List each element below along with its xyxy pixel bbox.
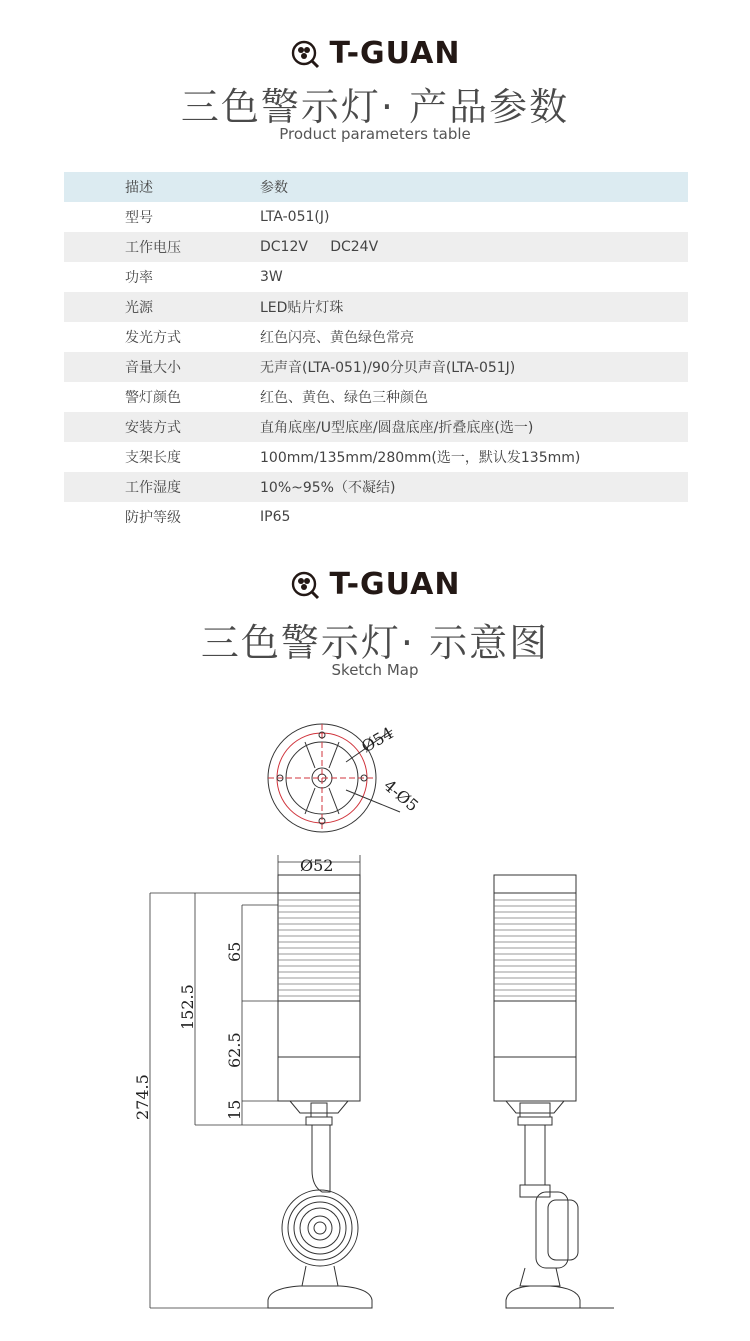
dim-top-diameter: Ø54 — [358, 723, 397, 757]
row-label: 光源 — [125, 300, 153, 316]
table-row — [64, 322, 688, 352]
row-value: 红色、黄色、绿色三种颜色 — [260, 390, 428, 406]
dim-width: Ø52 — [300, 856, 334, 875]
sketch-drawing — [0, 690, 750, 1341]
logo-icon — [290, 39, 320, 69]
brand-name: T-GUAN — [329, 36, 461, 71]
table-row — [64, 202, 688, 232]
table-row — [64, 472, 688, 502]
dim-274: 274.5 — [133, 1074, 152, 1120]
dim-holes: 4-Ø5 — [380, 775, 423, 816]
side-view — [494, 875, 614, 1308]
row-label: 警灯颜色 — [125, 390, 181, 406]
brand-header — [0, 36, 750, 71]
row-value: DC12V DC24V — [260, 239, 379, 255]
header-description: 描述 — [125, 180, 153, 196]
table-row — [64, 502, 688, 532]
row-label: 工作湿度 — [125, 480, 181, 496]
row-label: 支架长度 — [125, 450, 181, 466]
table-row — [64, 412, 688, 442]
row-value: 直角底座/U型底座/圆盘底座/折叠底座(选一) — [260, 420, 534, 436]
row-value: 3W — [260, 269, 283, 285]
row-value: LED贴片灯珠 — [260, 300, 344, 316]
dim-152: 152.5 — [178, 984, 197, 1030]
row-label: 音量大小 — [125, 360, 181, 376]
row-value: IP65 — [260, 509, 291, 525]
table-header — [64, 172, 688, 202]
table-row — [64, 292, 688, 322]
dimension-lines — [150, 855, 360, 1308]
table-row — [64, 382, 688, 412]
dim-65: 65 — [225, 941, 244, 962]
dim-15: 15 — [225, 1099, 244, 1120]
row-value: 10%~95%（不凝结) — [260, 480, 396, 496]
table-row — [64, 232, 688, 262]
page-subtitle: Product parameters table — [279, 125, 471, 143]
header-parameter: 参数 — [260, 180, 288, 196]
sketch-title: 三色警示灯· 示意图 — [200, 621, 550, 665]
table-row — [64, 352, 688, 382]
parameter-table — [64, 172, 688, 532]
dim-62: 62.5 — [225, 1032, 244, 1068]
table-row — [64, 262, 688, 292]
brand-header-2 — [0, 567, 750, 602]
brand-name: T-GUAN — [329, 567, 461, 602]
row-label: 安装方式 — [125, 420, 181, 436]
row-label: 功率 — [125, 270, 153, 286]
sketch-subtitle: Sketch Map — [331, 661, 419, 679]
row-value: 红色闪亮、黄色绿色常亮 — [260, 330, 414, 346]
table-row — [64, 442, 688, 472]
page-title: 三色警示灯· 产品参数 — [180, 85, 570, 129]
row-value: 无声音(LTA-051)/90分贝声音(LTA-051J) — [260, 360, 516, 376]
row-label: 工作电压 — [125, 240, 181, 256]
row-label: 型号 — [125, 210, 153, 226]
row-value: 100mm/135mm/280mm(选一，默认发135mm) — [260, 450, 581, 466]
row-label: 发光方式 — [125, 330, 181, 346]
logo-icon — [290, 570, 320, 600]
row-label: 防护等级 — [125, 510, 181, 526]
front-view — [268, 875, 372, 1308]
row-value: LTA-051(J) — [260, 209, 330, 225]
